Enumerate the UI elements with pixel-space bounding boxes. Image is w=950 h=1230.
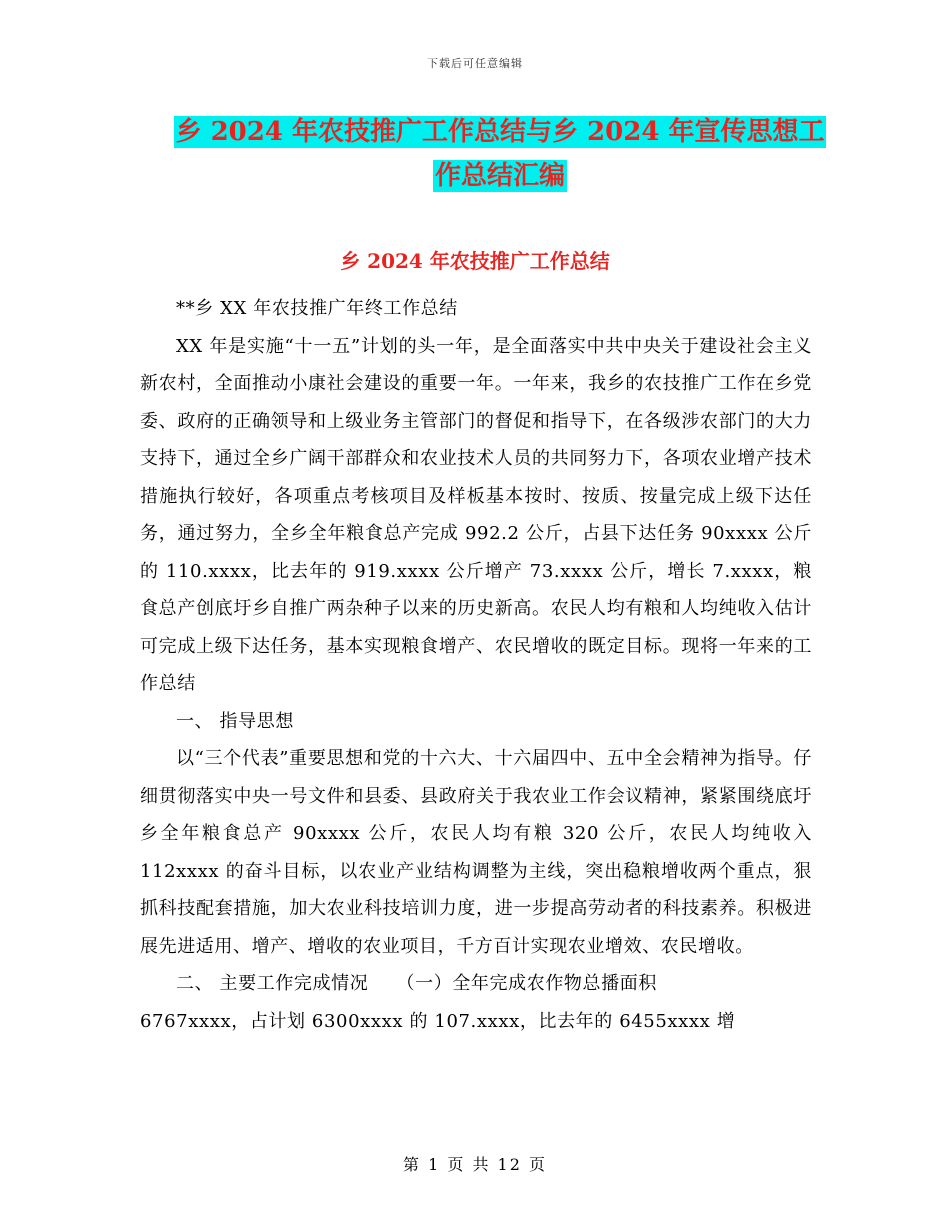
paragraph-guiding-thought: 以“三个代表”重要思想和党的十六大、十六届四中、五中全会精神为指导。仔细贯彻落实中央一号文件和县委、县政府关于我农业工作会议精神，紧紧围绕底圩乡全年粮食总产 90xxxx 公斤，农民人均有粮 320 公斤，农民人均纯收入 112xxxx 的奋斗目标，以农业产业结构调整为主线，突出稳粮增收两个重点，狠抓科技配套措施，加大农业科技培训力度，进一步提高劳动者的科技素养。积极进展先进适用、增产、增收的农业项目，千方百计实现农业增效、农民增收。 bbox=[140, 748, 812, 957]
section-title: 乡 2024 年农技推广工作总结 bbox=[340, 249, 610, 273]
document-title-line-2: 作总结汇编 bbox=[434, 161, 565, 191]
document-title-line-1: 乡 2024 年农技推广工作总结与乡 2024 年宣传思想工 bbox=[175, 117, 825, 147]
paragraph-guiding-heading: 一、 指导思想 bbox=[176, 710, 294, 732]
header-note: 下载后可任意编辑 bbox=[427, 57, 523, 70]
paragraph-heading: **乡 XX 年农技推广年终工作总结 bbox=[176, 298, 458, 319]
page-footer: 第 1 页 共 12 页 bbox=[403, 1155, 547, 1174]
paragraph-main-work-continued: 6767xxxx，占计划 6300xxxx 的 107.xxxx，比去年的 6455xxxx 增 bbox=[140, 1010, 736, 1032]
document-title bbox=[150, 110, 850, 198]
paragraph-intro: XX 年是实施“十一五”计划的头一年，是全面落实中共中央关于建设社会主义新农村，全面推动小康社会建设的重要一年。一年来，我乡的农技推广工作在乡党委、政府的正确领导和上级业务主管部门的督促和指导下，在各级涉农部门的大力支持下，通过全乡广阔干部群众和农业技术人员的共同努力下，各项农业增产技术措施执行较好，各项重点考核项目及样板基本按时、按质、按量完成上级下达任务，通过努力，全乡全年粮食总产完成 992.2 公斤，占县下达任务 90xxxx 公斤的 110.xxxx，比去年的 919.xxxx 公斤增产 73.xxxx 公斤，增长 7.xxxx，粮食总产创底圩乡自推广两杂种子以来的历史新高。农民人均有粮和人均纯收入估计可完成上级下达任务，基本实现粮食增产、农民增收的既定目标。现将一年来的工作总结 bbox=[140, 335, 812, 694]
document-body bbox=[140, 290, 812, 1040]
paragraph-main-work-heading: 二、 主要工作完成情况 （一）全年完成农作物总播面积 bbox=[176, 973, 657, 994]
